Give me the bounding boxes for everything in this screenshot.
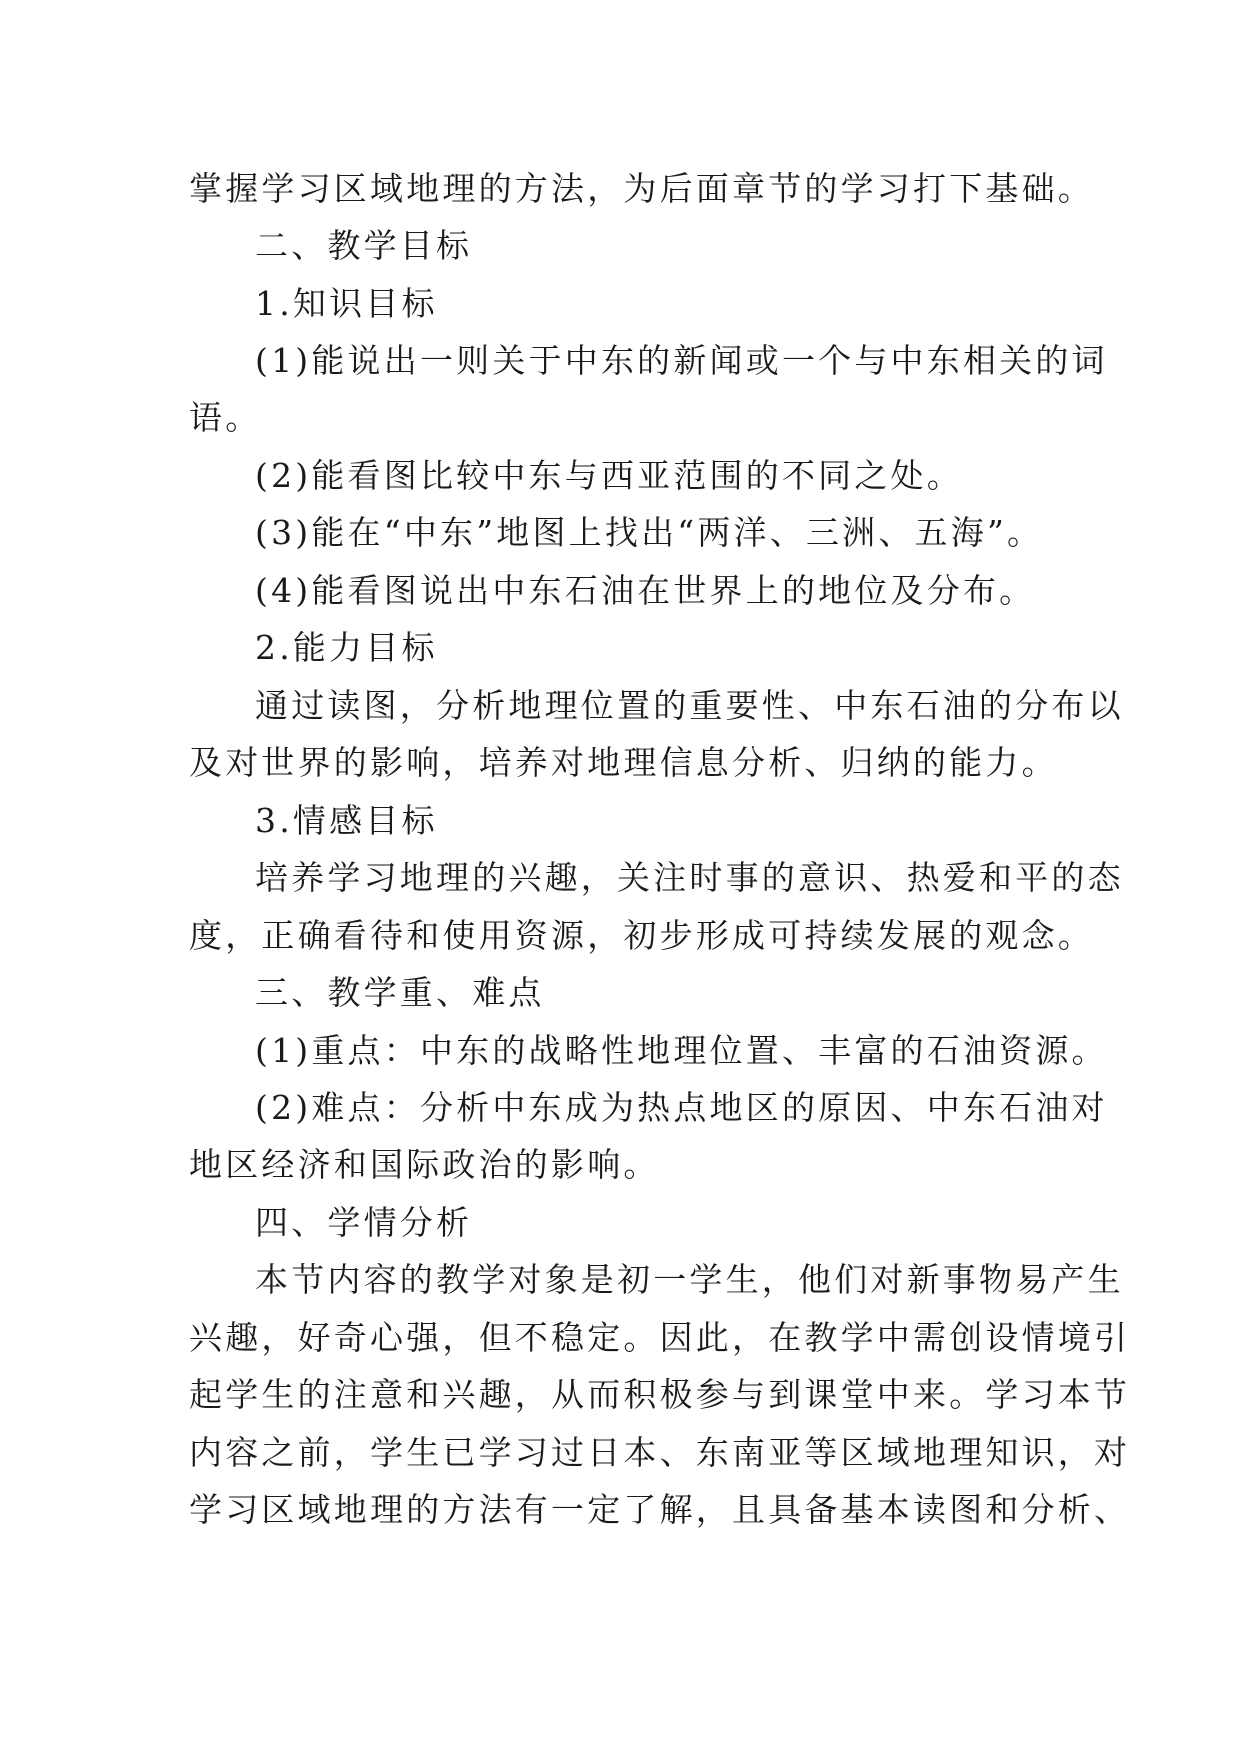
section-heading: 三、教学重、难点 — [255, 973, 545, 1012]
paragraph-line: 通过读图，分析地理位置的重要性、中东石油的分布以 — [255, 686, 1124, 725]
list-item: (3)能在“中东”地图上找出“两洋、三洲、五海”。 — [255, 513, 1044, 552]
paragraph-line: 培养学习地理的兴趣，关注时事的意识、热爱和平的态 — [255, 858, 1124, 897]
section-heading: 二、教学目标 — [255, 226, 473, 265]
subsection-heading: 3.情感目标 — [255, 801, 438, 840]
list-item: (2)能看图比较中东与西亚范围的不同之处。 — [255, 456, 963, 495]
paragraph-line: 本节内容的教学对象是初一学生，他们对新事物易产生 — [255, 1260, 1124, 1299]
paragraph-line: 内容之前，学生已学习过日本、东南亚等区域地理知识，对 — [189, 1433, 1131, 1472]
paragraph-line: 度，正确看待和使用资源，初步形成可持续发展的观念。 — [189, 916, 1094, 955]
section-heading: 四、学情分析 — [255, 1203, 473, 1242]
list-item: (4)能看图说出中东石油在世界上的地位及分布。 — [255, 571, 1036, 610]
list-item: (1)能说出一则关于中东的新闻或一个与中东相关的词 — [255, 341, 1108, 380]
list-item-continuation: 语。 — [189, 398, 262, 437]
list-item-continuation: 地区经济和国际政治的影响。 — [189, 1145, 660, 1184]
paragraph-line: 兴趣，好奇心强，但不稳定。因此，在教学中需创设情境引 — [189, 1318, 1131, 1357]
paragraph-line: 起学生的注意和兴趣，从而积极参与到课堂中来。学习本节 — [189, 1375, 1131, 1414]
paragraph-line: 掌握学习区域地理的方法，为后面章节的学习打下基础。 — [189, 169, 1094, 208]
subsection-heading: 2.能力目标 — [255, 628, 438, 667]
list-item: (2)难点：分析中东成为热点地区的原因、中东石油对 — [255, 1088, 1108, 1127]
paragraph-line: 及对世界的影响，培养对地理信息分析、归纳的能力。 — [189, 743, 1058, 782]
list-item: (1)重点：中东的战略性地理位置、丰富的石油资源。 — [255, 1031, 1108, 1070]
subsection-heading: 1.知识目标 — [255, 284, 438, 323]
paragraph-line: 学习区域地理的方法有一定了解，且具备基本读图和分析、 — [189, 1490, 1131, 1529]
